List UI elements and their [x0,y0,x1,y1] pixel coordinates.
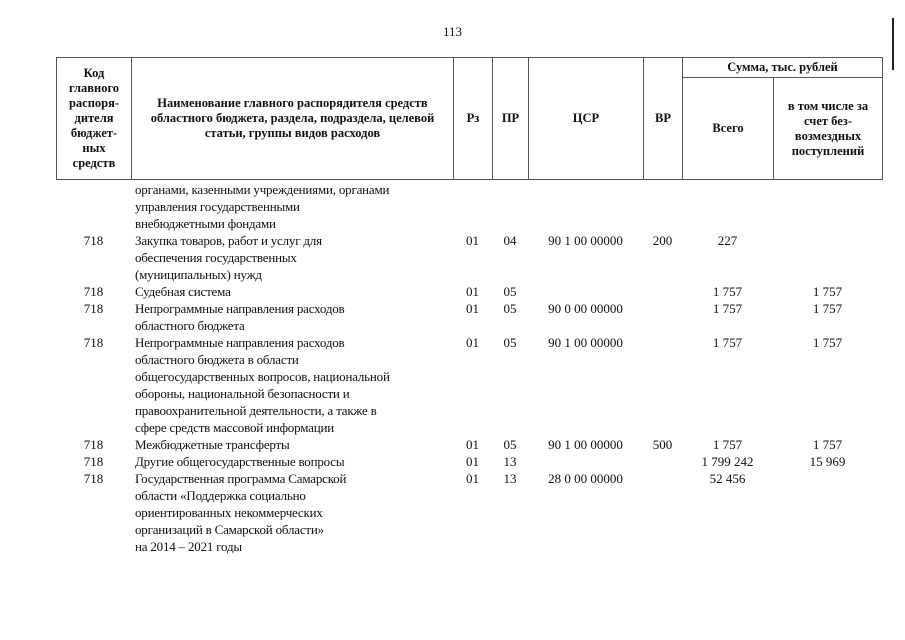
table-row [56,232,882,283]
table-row [56,470,882,555]
cell-pr: 05 [503,437,517,452]
cell-name: органами, казенными учреждениями, органами управления государственными внебюджетными фондами [135,182,390,231]
table-row [56,300,882,334]
cell-pr: 05 [503,284,517,299]
cell-csr [528,453,643,470]
cell-name: Закупка товаров, работ и услуг для обеспечения государственных (муниципальных) нужд [135,233,322,282]
cell-rz: 01 [466,471,479,486]
table-header [56,57,883,180]
cell-code: 718 [83,284,104,299]
header-csr: ЦСР [529,58,644,180]
scan-artifact-line [892,18,894,70]
cell-vr [643,470,682,555]
cell-total: 227 [717,233,738,248]
cell-code: 718 [83,454,104,469]
cell-csr: 28 0 00 00000 [548,471,623,486]
cell-vr: 200 [652,233,673,248]
cell-code: 718 [83,437,104,452]
cell-free: 1 757 [812,284,843,299]
cell-name: Государственная программа Самарской области «Поддержка социально ориентированных некоммерческих организаций в Самарской области» на 2014 – 2021 годы [135,471,347,554]
page-number: 113 [442,24,463,39]
cell-free: 15 969 [809,454,846,469]
cell-pr: 04 [503,233,517,248]
header-total: Всего [683,78,774,180]
header-rz: Рз [454,58,493,180]
cell-vr: 500 [652,437,673,452]
header-vr: ВР [644,58,683,180]
cell-pr: 13 [503,471,517,486]
cell-total: 52 456 [709,471,746,486]
cell-pr [492,181,528,232]
cell-csr: 90 1 00 00000 [548,335,623,350]
header-free: в том числе за счет без-возмездных поступлений [774,78,883,180]
cell-csr: 90 1 00 00000 [548,233,623,248]
cell-free: 1 757 [812,301,843,316]
cell-total: 1 757 [712,284,743,299]
header-code: Код главного распоря-дителя бюджет-ных средств [57,58,132,180]
cell-rz: 01 [466,335,479,350]
cell-name: Непрограммные направления расходов областного бюджета [135,301,345,333]
cell-free [773,232,882,283]
cell-code: 718 [83,301,104,316]
cell-rz: 01 [466,437,479,452]
table-row [56,436,882,453]
cell-free: 1 757 [812,437,843,452]
cell-total: 1 757 [712,301,743,316]
cell-rz: 01 [466,301,479,316]
cell-csr [528,283,643,300]
cell-pr: 05 [503,335,517,350]
header-pr: ПР [493,58,529,180]
cell-total: 1 757 [712,335,743,350]
cell-vr [643,453,682,470]
cell-vr [643,334,682,436]
cell-code: 718 [83,471,104,486]
cell-name: Судебная система [135,284,231,299]
cell-total: 1 799 242 [701,454,754,469]
header-name: Наименование главного распорядителя средств областного бюджета, раздела, подраздела, целевой статьи, группы видов расходов [132,58,454,180]
cell-vr [643,300,682,334]
header-sum: Сумма, тыс. рублей [683,58,883,78]
table-row [56,283,882,300]
cell-code: 718 [83,335,104,350]
cell-code: 718 [83,233,104,248]
cell-pr: 05 [503,301,517,316]
cell-free: 1 757 [812,335,843,350]
cell-name: Другие общегосударственные вопросы [135,454,345,469]
cell-csr: 90 1 00 00000 [548,437,623,452]
cell-csr [528,181,643,232]
table-body [56,181,882,555]
table-row [56,334,882,436]
cell-vr [643,181,682,232]
cell-rz: 01 [466,454,479,469]
cell-rz: 01 [466,233,479,248]
cell-pr: 13 [503,454,517,469]
cell-total [682,181,773,232]
table-row [56,453,882,470]
cell-total: 1 757 [712,437,743,452]
table-row [56,181,882,232]
cell-csr: 90 0 00 00000 [548,301,623,316]
cell-name: Межбюджетные трансферты [135,437,290,452]
cell-free [773,181,882,232]
cell-free [773,470,882,555]
cell-code [56,181,131,232]
cell-vr [643,283,682,300]
cell-rz: 01 [466,284,479,299]
cell-name: Непрограммные направления расходов областного бюджета в области общегосударственных вопросов, национальной обороны, национальной безопасности и правоохранительной деятельности, а также в сфере средств массовой информации [135,335,390,435]
cell-rz [453,181,492,232]
